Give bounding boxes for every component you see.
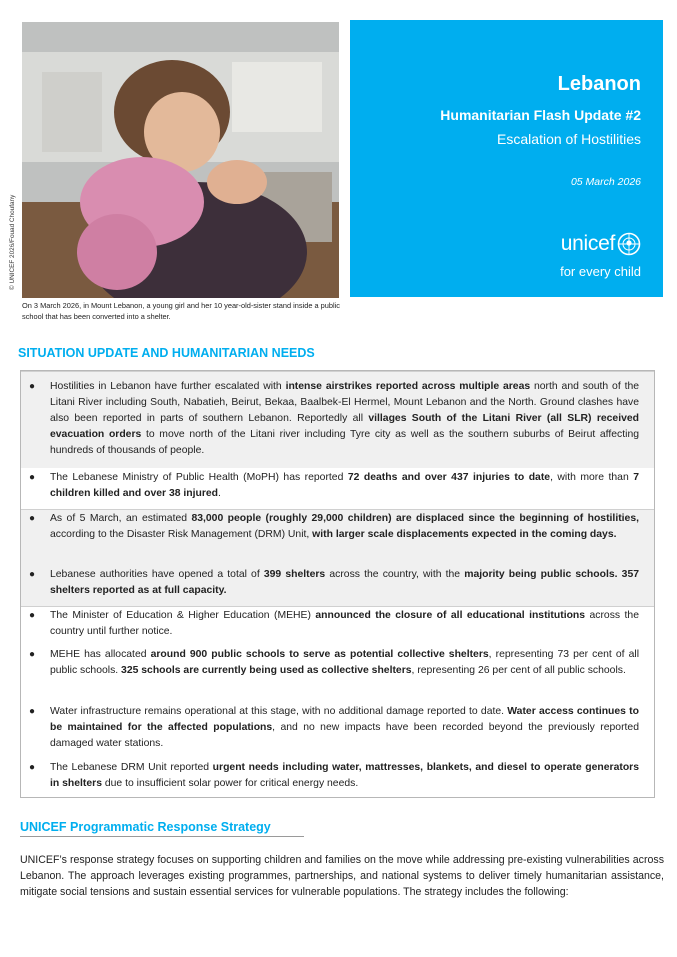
bold-text: 7 children killed and over 38 injured: [50, 472, 639, 499]
country-title: Lebanon: [557, 73, 641, 95]
bold-text: 399 shelters: [263, 569, 326, 580]
text: MEHE has allocated: [50, 649, 151, 660]
bold-text: with larger scale displacements expected in the coming days.: [312, 529, 617, 540]
text: , representing 73 per cent of all public schools.: [50, 649, 640, 676]
text: Hostilities in Lebanon have further escalated with: [50, 381, 286, 392]
children-photo-illustration: [22, 22, 339, 298]
bold-text: around 900 public schools to serve as potential collective shelters: [150, 649, 489, 660]
bold-text: majority being public schools. 357 shelters reported as at full capacity.: [50, 569, 640, 596]
text: Water infrastructure remains operational at this stage, with no additional damage reported to date.: [50, 706, 508, 717]
text: to move north of the Litani river including Tyre city as well as the southern suburbs of Beirut affecting hundreds of thousands of people.: [50, 429, 639, 456]
text: The Lebanese Ministry of Public Health (MoPH) has reported: [50, 472, 348, 483]
text: across the country, with the: [325, 569, 465, 580]
strategy-heading: UNICEF Programmatic Response Strategy: [20, 820, 304, 837]
unicef-tagline: for every child: [560, 264, 641, 279]
text: , representing 26 per cent of all public schools.: [411, 665, 626, 676]
unicef-wordmark: unicef: [560, 232, 615, 255]
text: , with more than: [550, 472, 634, 483]
text: Lebanese authorities have opened a total of: [50, 569, 264, 580]
unicef-logo: [561, 232, 641, 256]
unicef-emblem-icon: [617, 232, 641, 256]
text: across the country until further notice.: [50, 610, 639, 637]
title-panel: [350, 20, 663, 297]
text: , and no new impacts have been recorded beyond the previously reported damaged water stations.: [50, 722, 639, 749]
report-date: 05 March 2026: [570, 176, 641, 188]
bold-text: 83,000 people (roughly 29,000 children) are displaced since the beginning of hostilities,: [191, 513, 640, 524]
divider: [21, 606, 654, 607]
text: according to the Disaster Risk Management (DRM) Unit,: [50, 529, 313, 540]
bold-text: villages South of the Litani River (all SLR) received evacuation orders: [50, 413, 639, 440]
text: north and south of the Litani River including South, Nabatieh, Beirut, Bekaa, Baalbek-El Hermel, Mount Lebanon and the North. Ground clashes have also been reported in parts of southern Lebanon. Reportedly all: [50, 381, 640, 424]
situation-box: ● Hostilities in Lebanon have further escalated with intense airstrikes reported across multiple areas north and south of the Litani River including South, Nabatieh, Beirut, Bekaa, Baalbek-El Hermel, Mount Lebanon and the North. Ground clashes have also been reported in parts of southern Lebanon. Reportedly all villages South of the Litani River (all SLR) received evacuation orders to move north of the Litani river including Tyre city as well as the southern suburbs of Beirut affecting hundreds of thousands of people. ● The Lebanese Ministry of Public Health (MoPH) has reported 72 deaths and over 437 injuries to date, with more than 7 children killed and over 38 injured. ● As of 5 March, an estimated 83,000 people (roughly 29,000 children) are displaced since the beginning of hostilities, according to the Disaster Risk Management (DRM) Unit, with larger scale displacements expected in the coming days. ● Lebanese authorities have opened a total of 399 shelters across the country, with the majority being public schools. 357 shelters reported as at full capacity. ● The Minister of Education & Higher Education (MEHE) announced the closure of all educational institutions across the country until further notice. ● MEHE has allocated around 900 public schools to serve as potential collective shelters, representing 73 per cent of all public schools. 325 schools are currently being used as collective shelters, representing 26 per cent of all public schools. ● Water infrastructure remains operational at this stage, with no additional damage reported to date. Water access continues to be maintained for the affected populations, and no new impacts have been recorded beyond the previously reported damaged water stations. ● The Lebanese DRM Unit reported urgent needs including water, mattresses, blankets, and diesel to operate generators in shelters due to insufficient solar power for critical energy needs.: [20, 370, 655, 798]
text: The Minister of Education & Higher Education (MEHE): [50, 610, 316, 621]
text: The Lebanese DRM Unit reported: [50, 762, 213, 773]
bold-text: 325 schools are currently being used as collective shelters: [121, 665, 412, 676]
bold-text: Water access continues to be maintained for the affected populations: [50, 706, 639, 733]
photo-credit: [9, 160, 21, 290]
text: due to insufficient solar power for critical energy needs.: [101, 778, 359, 789]
photo-credit-text: © UNICEF 2026/Fouad Choufany: [9, 194, 16, 290]
bold-text: intense airstrikes reported across multiple areas: [285, 381, 531, 392]
situation-heading: SITUATION UPDATE AND HUMANITARIAN NEEDS: [18, 346, 315, 360]
photo-caption: On 3 March 2026, in Mount Lebanon, a young girl and her 10 year-old-sister stand inside a public school that has been converted into a shelter.: [22, 301, 340, 321]
bold-text: urgent needs including water, mattresses, blankets, and diesel to operate generators in shelters: [50, 762, 639, 789]
text: .: [218, 488, 221, 499]
strategy-body: UNICEF’s response strategy focuses on supporting children and families on the move while addressing pre-existing vulnerabilities across Lebanon. The approach leverages existing programmes, partnerships, and national systems to deliver timely humanitarian assistance, mitigate social tensions and sustain essential services for vulnerable populations. The strategy includes the following:: [20, 854, 664, 898]
report-subtitle: Escalation of Hostilities: [497, 131, 641, 147]
text: As of 5 March, an estimated: [50, 513, 192, 524]
cover-photo: [22, 22, 339, 298]
bold-text: 72 deaths and over 437 injuries to date: [347, 472, 551, 483]
bold-text: announced the closure of all educational institutions: [315, 610, 586, 621]
flash-update-title: Humanitarian Flash Update #2: [440, 107, 641, 123]
